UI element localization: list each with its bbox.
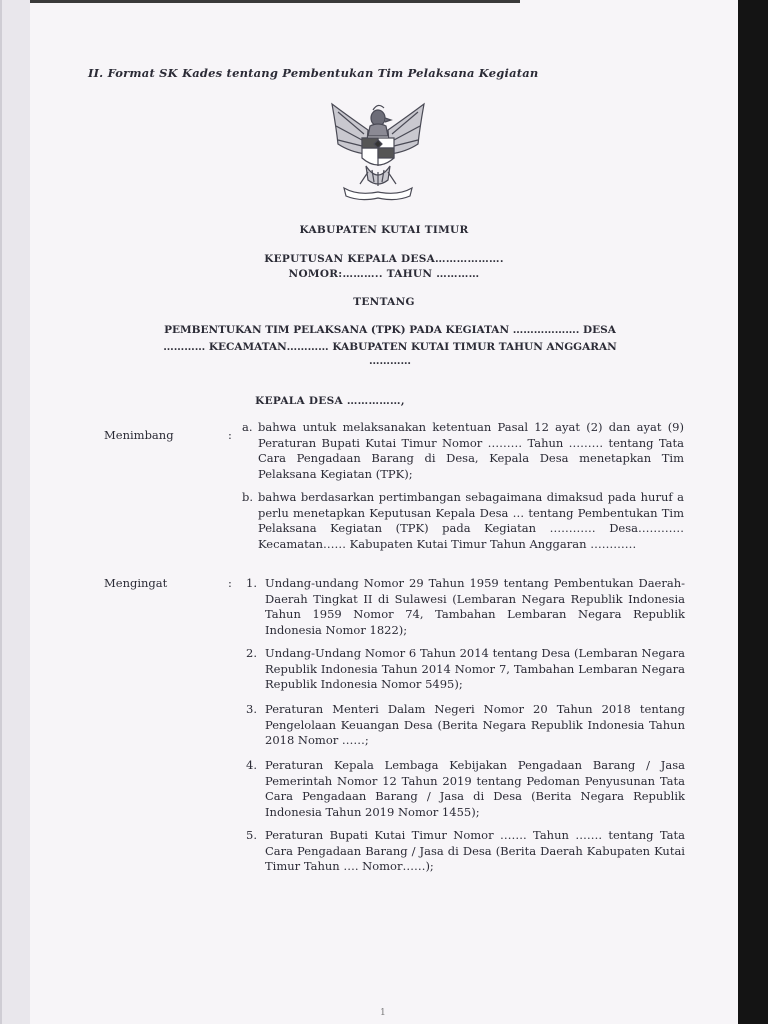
menimbang-item-b — [258, 490, 684, 552]
mengingat-marker-5: 5. — [246, 828, 257, 842]
menimbang-marker-a: a. — [242, 420, 253, 434]
mengingat-item-1-text: Undang-undang Nomor 29 Tahun 1959 tentang Pembentukan Daerah-Daerah Tingkat II di Sulawesi (Lembaran Negara Republik Indonesia Tahun 1959 Nomor 74, Tambahan Lembaran Negara Republik Indonesia Nomor 1822); — [265, 576, 685, 637]
page-number: 1 — [380, 1008, 386, 1018]
decree-subject-line-1: PEMBENTUKAN TIM PELAKSANA (TPK) PADA KEGIATAN ………………. DESA — [164, 324, 616, 336]
mengingat-marker-3: 3. — [246, 702, 257, 716]
mengingat-item-5-text: Peraturan Bupati Kutai Timur Nomor ……. Tahun ……. tentang Tata Cara Pengadaan Barang / Jasa di Desa (Berita Daerah Kabupaten Kutai Timur Tahun …. Nomor……); — [265, 828, 685, 873]
mengingat-item-3-text: Peraturan Menteri Dalam Negeri Nomor 20 Tahun 2018 tentang Pengelolaan Keuangan Desa (Berita Negara Republik Indonesia Tahun 2018 Nomor ……; — [265, 702, 685, 747]
tentang-label: TENTANG — [353, 296, 415, 308]
decree-subject — [110, 322, 670, 366]
decree-subject-line-3: ………… — [369, 355, 411, 367]
mengingat-item-2 — [265, 646, 685, 693]
kepala-desa-title: KEPALA DESA ……………, — [255, 395, 405, 407]
keputusan-title: KEPUTUSAN KEPALA DESA………………. — [264, 253, 504, 265]
menimbang-colon: : — [228, 428, 232, 442]
kabupaten-title: KABUPATEN KUTAI TIMUR — [299, 224, 469, 236]
mengingat-marker-4: 4. — [246, 758, 257, 772]
menimbang-marker-b: b. — [242, 490, 254, 504]
mengingat-marker-1: 1. — [246, 576, 257, 590]
mengingat-marker-2: 2. — [246, 646, 257, 660]
menimbang-item-a-text: bahwa untuk melaksanakan ketentuan Pasal 12 ayat (2) dan ayat (9) Peraturan Bupati Kutai Timur Nomor ……… Tahun ……… tentang Tata Cara Pengadaan Barang di Desa, Kepala Desa menetapkan Tim Pelaksana Kegiatan (TPK); — [258, 420, 684, 481]
mengingat-colon: : — [228, 576, 232, 590]
mengingat-item-4-text: Peraturan Kepala Lembaga Kebijakan Pengadaan Barang / Jasa Pemerintah Nomor 12 Tahun 2019 tentang Pedoman Penyusunan Tata Cara Pengadaan Barang / Jasa di Desa (Berita Negara Republik Indonesia Tahun 2019 Nomor 1455); — [265, 758, 685, 819]
decree-subject-line-2: ………… KECAMATAN………… KABUPATEN KUTAI TIMUR TAHUN ANGGARAN — [163, 341, 617, 353]
mengingat-item-1 — [265, 576, 685, 638]
mengingat-label: Mengingat — [104, 576, 168, 590]
mengingat-item-5 — [265, 828, 685, 875]
nomor-line: NOMOR:……….. TAHUN ………… — [288, 268, 480, 280]
menimbang-label: Menimbang — [104, 428, 174, 442]
garuda-emblem-icon — [318, 96, 438, 204]
mengingat-item-2-text: Undang-Undang Nomor 6 Tahun 2014 tentang Desa (Lembaran Negara Republik Indonesia Tahun 2014 Nomor 7, Tambahan Lembaran Negara Republik Indonesia Nomor 5495); — [265, 646, 685, 691]
mengingat-item-3 — [265, 702, 685, 749]
scan-border-left — [0, 0, 2, 1024]
section-heading: II. Format SK Kades tentang Pembentukan Tim Pelaksana Kegiatan — [88, 66, 539, 80]
menimbang-item-a — [258, 420, 684, 482]
mengingat-item-4 — [265, 758, 685, 820]
scan-border-right — [738, 0, 768, 1024]
scan-border-top — [30, 0, 520, 3]
menimbang-item-b-text: bahwa berdasarkan pertimbangan sebagaimana dimaksud pada huruf a perlu menetapkan Keputusan Kepala Desa … tentang Pembentukan Tim Pelaksana Kegiatan (TPK) pada Kegiatan ………… Desa………… Kecamatan…… Kabupaten Kutai Timur Tahun Anggaran ………… — [258, 490, 684, 551]
